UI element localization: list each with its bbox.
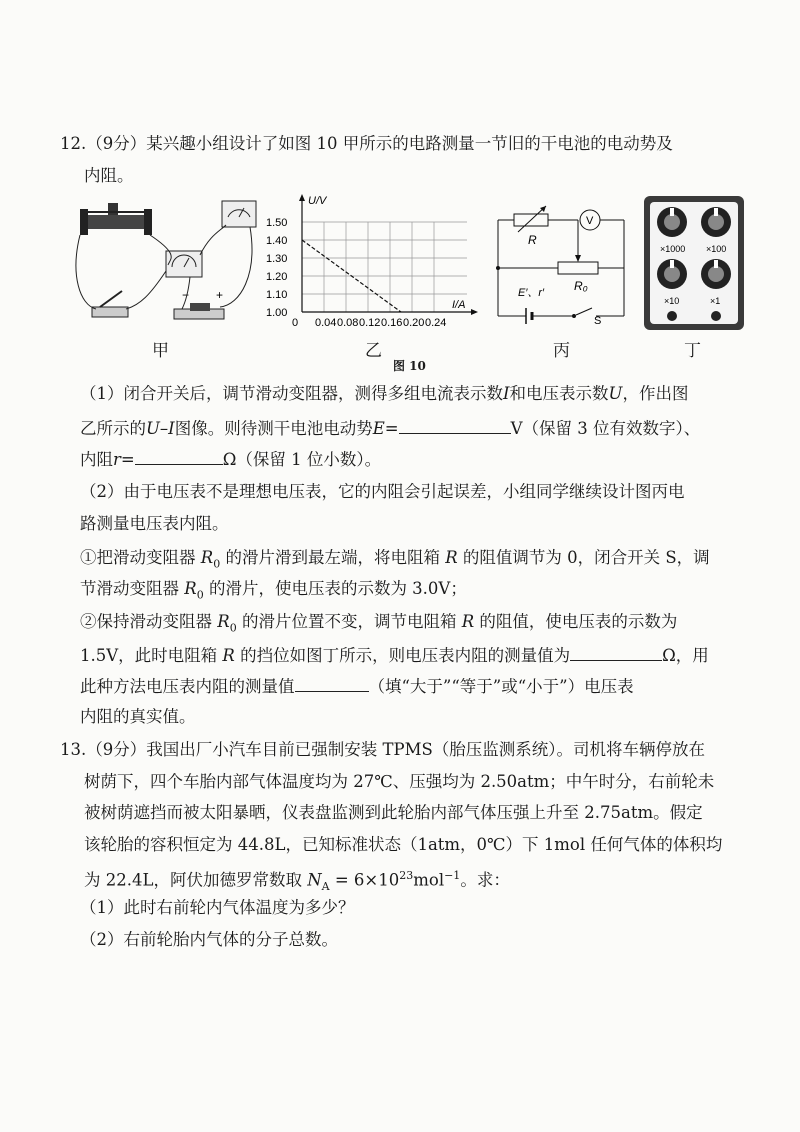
dial-x1000 (657, 207, 687, 237)
answer-blank-compare[interactable] (295, 673, 369, 692)
q12-p1-line3: 内阻r= Ω（保留 1 位小数）。 (80, 446, 381, 472)
label-x100: ×100 (706, 244, 727, 254)
answer-blank-rv[interactable] (570, 642, 662, 661)
terminal-left (667, 311, 677, 321)
q12-p1-line1: （1）闭合开关后，调节滑动变阻器，测得多组电流表示数I和电压表示数U，作出图 (80, 384, 689, 403)
y-tick-label: 1.20 (266, 271, 288, 283)
label-jia: 甲 (152, 341, 169, 361)
label-yi: 乙 (365, 341, 382, 361)
q13-sub1: （1）此时右前轮内气体温度为多少？ (80, 898, 355, 917)
q12-p2-line1: （2）由于电压表不是理想电压表，它的内阻会引起误差，小组同学继续设计图丙电 (80, 482, 685, 501)
label-ding: 丁 (684, 341, 701, 361)
dial-x100 (701, 207, 731, 237)
switch-S (576, 308, 592, 315)
dial-x10 (657, 259, 687, 289)
figure-yi-ui-chart (262, 192, 482, 340)
x-tick-label: 0.12 (359, 317, 381, 329)
switch (92, 307, 128, 317)
label-x1000: ×1000 (660, 244, 686, 254)
figure-caption: 图 10 (393, 359, 426, 373)
label-bing: 丙 (553, 341, 570, 361)
answer-blank-r[interactable] (135, 446, 223, 465)
x-axis-label: I/A (452, 299, 466, 311)
q13-line4: 该轮胎的容积恒定为 44.8L，已知标准状态（1atm，0℃）下 1mol 任何气体的体积均 (84, 835, 723, 854)
voltmeter (222, 201, 256, 227)
label-S: S (594, 315, 602, 327)
q13-line5: 为 22.4L，阿伏加德罗常数取 $N_A = 6\times 10^{23}mol^{-1}$。求： (84, 869, 510, 893)
q12-intro-2: 内阻。 (84, 166, 134, 185)
y-tick-label: 1.30 (266, 253, 288, 265)
terminal-right (711, 311, 721, 321)
label-E-r: E′、r′ (518, 287, 545, 299)
label-R: R (528, 233, 537, 247)
x-tick-label: 0.24 (425, 317, 447, 329)
label-V: V (586, 215, 594, 227)
q12-p2-step2-cont: 1.5V，此时电阻箱 R 的挡位如图丁所示，则电压表内阻的测量值为 Ω，用 (80, 642, 709, 668)
x-tick-label: 0.08 (337, 317, 359, 329)
q12-score: （9分） (86, 134, 147, 153)
q13-sub2: （2）右前轮胎内气体的分子总数。 (80, 930, 338, 949)
q12-p2-step2: ②保持滑动变阻器 $R_0$ 的滑片位置不变，调节电阻箱 R 的阻值，使电压表的示数为 (80, 612, 678, 635)
q12-p2-line2: 路测量电压表内阻。 (80, 514, 229, 533)
dial-x1 (701, 259, 731, 289)
q13-line2: 树荫下，四个车胎内部气体温度均为 27℃、压强均为 2.50atm；中午时分，右前轮未 (84, 772, 715, 791)
q13-line1: 13.（9分）我国出厂小汽车目前已强制安装 TPMS（胎压监测系统）。司机将车辆停放在 (60, 740, 706, 759)
label-x10: ×10 (664, 296, 680, 306)
y-tick-label: 1.10 (266, 289, 288, 301)
q12-intro-1: 某兴趣小组设计了如图 10 甲所示的电路测量一节旧的干电池的电动势及 (146, 134, 673, 153)
rheostat-R0 (558, 262, 598, 274)
x-tick-label: 0.16 (381, 317, 403, 329)
chart-grid (302, 222, 467, 312)
q13-line3: 被树荫遮挡而被太阳暴晒，仪表盘监测到此轮胎内部气体压强上升至 2.75atm。假定 (84, 803, 703, 822)
q12-p2-step1-cont: 节滑动变阻器 $R_0$ 的滑片，使电压表的示数为 3.0V； (80, 579, 467, 602)
y-tick-label: 1.40 (266, 235, 288, 247)
q12-number: 12. (60, 134, 87, 153)
figure-ding-resistance-box (642, 194, 746, 332)
label-R0: R₀ (574, 279, 588, 293)
figure-bing-schematic (492, 196, 632, 331)
label-x1: ×1 (710, 296, 721, 306)
q12-p2-step2-end: 内阻的真实值。 (80, 707, 196, 726)
svg-text:+: + (216, 288, 224, 302)
q12-line-2 (84, 164, 134, 188)
figure-jia-circuit-apparatus (70, 195, 260, 330)
q12-p2-step1: ①把滑动变阻器 $R_0$ 的滑片滑到最左端，将电阻箱 R 的阻值调节为 0，闭合开关 S，调 (80, 548, 710, 571)
y-tick-label: 1.50 (266, 217, 288, 229)
q12-p1-line2: 乙所示的U–I图像。则待测干电池电动势E= V（保留 3 位有效数字）、 (80, 415, 700, 441)
svg-text:−: − (182, 288, 190, 302)
x-tick-label: 0.04 (315, 317, 337, 329)
rheostat-body (82, 215, 150, 229)
answer-blank-E[interactable] (399, 415, 511, 434)
q12-p2-step2-cont2: 此种方法电压表内阻的测量值 （填“大于”“等于”或“小于”）电压表 (80, 673, 634, 699)
x-tick-label: 0 (292, 317, 299, 329)
q13-number: 13. (60, 740, 87, 759)
y-axis-label: U/V (308, 195, 327, 207)
x-tick-label: 0.20 (403, 317, 425, 329)
q12-line-1 (60, 132, 673, 156)
y-tick-label: 1.00 (266, 307, 288, 319)
